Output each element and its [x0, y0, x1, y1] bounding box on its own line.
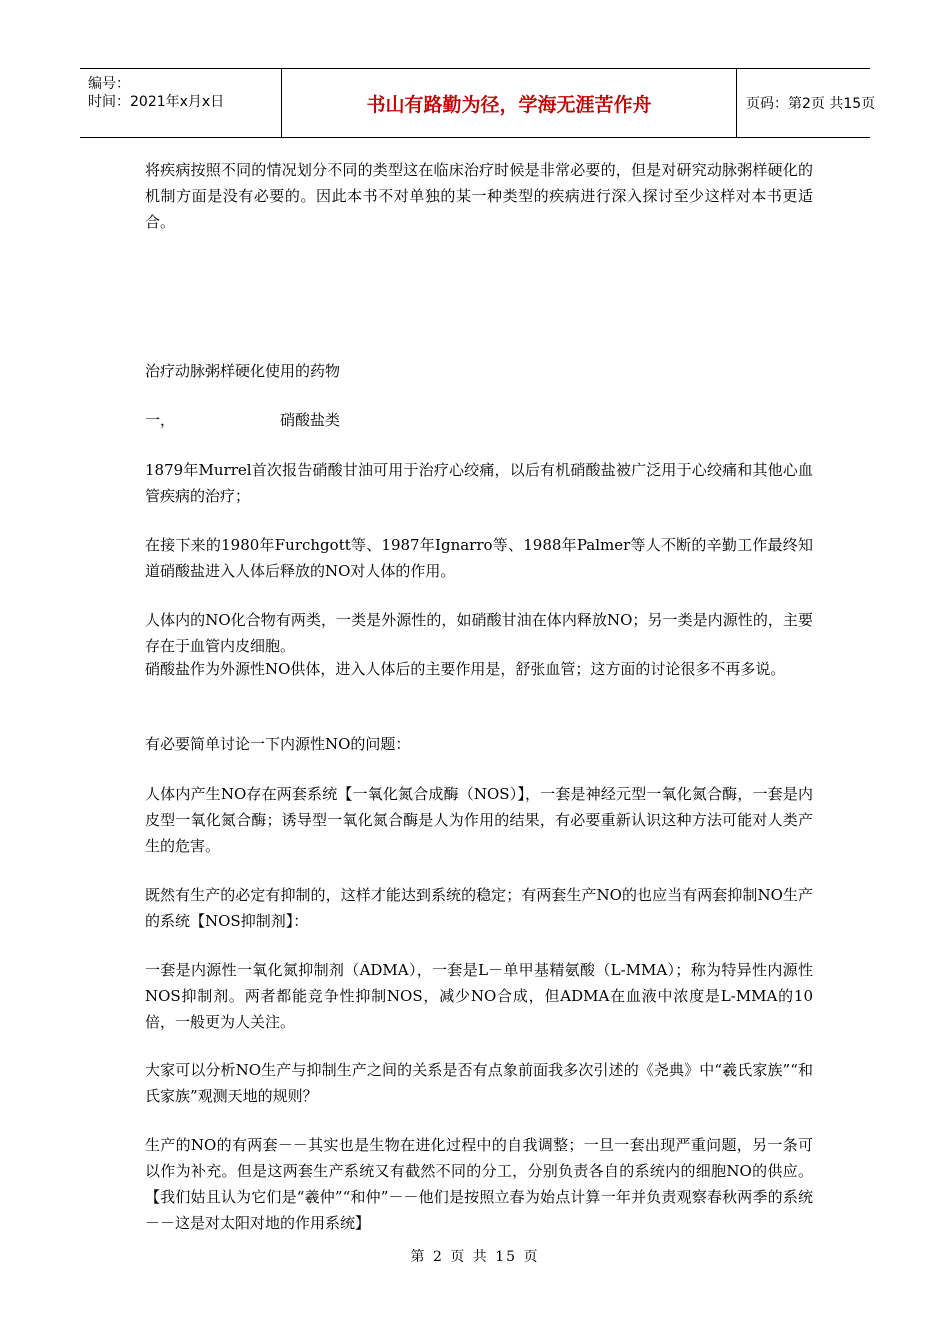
paragraph-nos-systems: 人体内产生NO存在两套系统【一氧化氮合成酶（NOS）】，一套是神经元型一氧化氮合酶，一套是内皮型一氧化氮合酶；诱导型一氧化氮合酶是人为作用的结果，有必要重新认识这种方法可能对人类产生的危害。: [145, 785, 813, 855]
header-motto-cell: [281, 69, 737, 137]
paragraph-classification: 将疾病按照不同的情况划分不同的类型这在临床治疗时候是非常必要的，但是对研究动脉粥样硬化的机制方面是没有必要的。因此本书不对单独的某一种类型的疾病进行深入探讨至少这样对本书更适合。: [145, 161, 813, 231]
document-header: [80, 68, 876, 138]
paragraph-exogenous: 硝酸盐作为外源性NO供体，进入人体后的主要作用是，舒张血管；这方面的讨论很多不再多说。: [145, 660, 786, 678]
page-footer: 第 2 页 共 15 页: [410, 1249, 540, 1265]
paragraph-inhibitors: 一套是内源性一氧化氮抑制剂（ADMA），一套是L－单甲基精氨酸（L-MMA）；称为特异性内源性NOS抑制剂。两者都能竞争性抑制NOS，减少NO合成，但ADMA在血液中浓度是L-MMA的10倍，一般更为人关注。: [145, 961, 813, 1031]
paragraph-endogenous-intro: 有必要简单讨论一下内源性NO的问题：: [145, 735, 411, 753]
subsection-title: 硝酸盐类: [280, 411, 341, 429]
section-title: 治疗动脉粥样硬化使用的药物: [145, 362, 341, 380]
subsection-number: 一，: [145, 411, 176, 429]
paragraph-history: 1879年Murrel首次报告硝酸甘油可用于治疗心绞痛，以后有机硝酸盐被广泛用于心绞痛和其他心血管疾病的治疗；: [145, 461, 813, 505]
document-number-label: 编号：: [88, 76, 130, 92]
paragraph-yaodian: 大家可以分析NO生产与抑制生产之间的关系是否有点象前面我多次引述的《尧典》中“羲氏家族”“和氏家族”观测天地的规则？: [145, 1061, 813, 1105]
paragraph-no-types: 人体内的NO化合物有两类，一类是外源性的，如硝酸甘油在体内释放NO；另一类是内源性的，主要存在于血管内皮细胞。: [145, 611, 813, 655]
motto-text: 书山有路勤为径，学海无涯苦作舟: [366, 93, 652, 116]
paragraph-inhibition: 既然有生产的必定有抑制的，这样才能达到系统的稳定；有两套生产NO的也应当有两套抑制NO生产的系统【NOS抑制剂】：: [145, 886, 813, 930]
header-page-info: 页码：第2页 共15页: [746, 96, 876, 112]
document-date-label: 时间：2021年x月x日: [88, 94, 225, 110]
paragraph-evolution: 生产的NO的有两套－－其实也是生物在进化过程中的自我调整；一旦一套出现严重问题，另一条可以作为补充。但是这两套生产系统又有截然不同的分工，分别负责各自的系统内的细胞NO的供应。【我们姑且认为它们是“羲仲”“和仲”－－他们是按照立春为始点计算一年并负责观察春秋两季的系统－－这是对太阳对地的作用系统】: [145, 1136, 813, 1232]
paragraph-research: 在接下来的1980年Furchgott等、1987年Ignarro等、1988年Palmer等人不断的辛勤工作最终知道硝酸盐进入人体后释放的NO对人体的作用。: [145, 536, 813, 580]
header-page-cell: [736, 69, 876, 137]
header-meta-cell: [80, 69, 280, 137]
